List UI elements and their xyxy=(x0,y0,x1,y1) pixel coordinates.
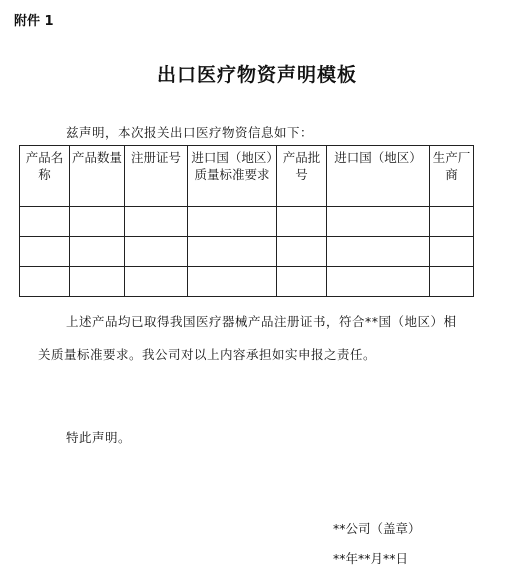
table-row xyxy=(20,207,474,237)
table-header-row xyxy=(20,146,474,207)
table-cell[interactable] xyxy=(20,237,70,267)
table-cell[interactable] xyxy=(277,207,327,237)
table-cell[interactable] xyxy=(188,237,277,267)
intro-text: 兹声明，本次报关出口医疗物资信息如下： xyxy=(66,125,314,140)
attachment-label: 附件 1 xyxy=(14,14,54,29)
table-cell[interactable] xyxy=(430,267,474,297)
table-cell[interactable] xyxy=(70,267,125,297)
table-cell[interactable] xyxy=(70,207,125,237)
table-cell[interactable] xyxy=(430,237,474,267)
closing-statement: 特此声明。 xyxy=(66,430,132,445)
header-quality-standard: 进口国（地区）质量标准要求 xyxy=(188,146,277,207)
date-line: **年**月**日 xyxy=(333,551,409,566)
table-row xyxy=(20,267,474,297)
header-batch-number: 产品批号 xyxy=(277,146,327,207)
header-product-quantity: 产品数量 xyxy=(70,146,125,207)
table-cell[interactable] xyxy=(125,267,188,297)
table-cell[interactable] xyxy=(125,237,188,267)
table-cell[interactable] xyxy=(327,237,430,267)
table-cell[interactable] xyxy=(20,207,70,237)
header-registration-number: 注册证号 xyxy=(125,146,188,207)
table-cell[interactable] xyxy=(70,237,125,267)
table-cell[interactable] xyxy=(327,267,430,297)
table-cell[interactable] xyxy=(20,267,70,297)
page-title: 出口医疗物资声明模板 xyxy=(156,64,357,86)
table-cell[interactable] xyxy=(188,207,277,237)
table-cell[interactable] xyxy=(125,207,188,237)
company-seal-line: **公司（盖章） xyxy=(333,521,421,536)
table-cell[interactable] xyxy=(188,267,277,297)
table-cell[interactable] xyxy=(277,267,327,297)
header-import-country: 进口国（地区） xyxy=(327,146,430,207)
table-cell[interactable] xyxy=(430,207,474,237)
table-cell[interactable] xyxy=(327,207,430,237)
table-cell[interactable] xyxy=(277,237,327,267)
header-manufacturer: 生产厂商 xyxy=(430,146,474,207)
header-product-name: 产品名称 xyxy=(20,146,70,207)
declaration-table xyxy=(19,145,474,297)
declaration-paragraph: 上述产品均已取得我国医疗器械产品注册证书，符合**国（地区）相关质量标准要求。我公司对以上内容承担如实申报之责任。 xyxy=(38,314,457,362)
table-row xyxy=(20,237,474,267)
